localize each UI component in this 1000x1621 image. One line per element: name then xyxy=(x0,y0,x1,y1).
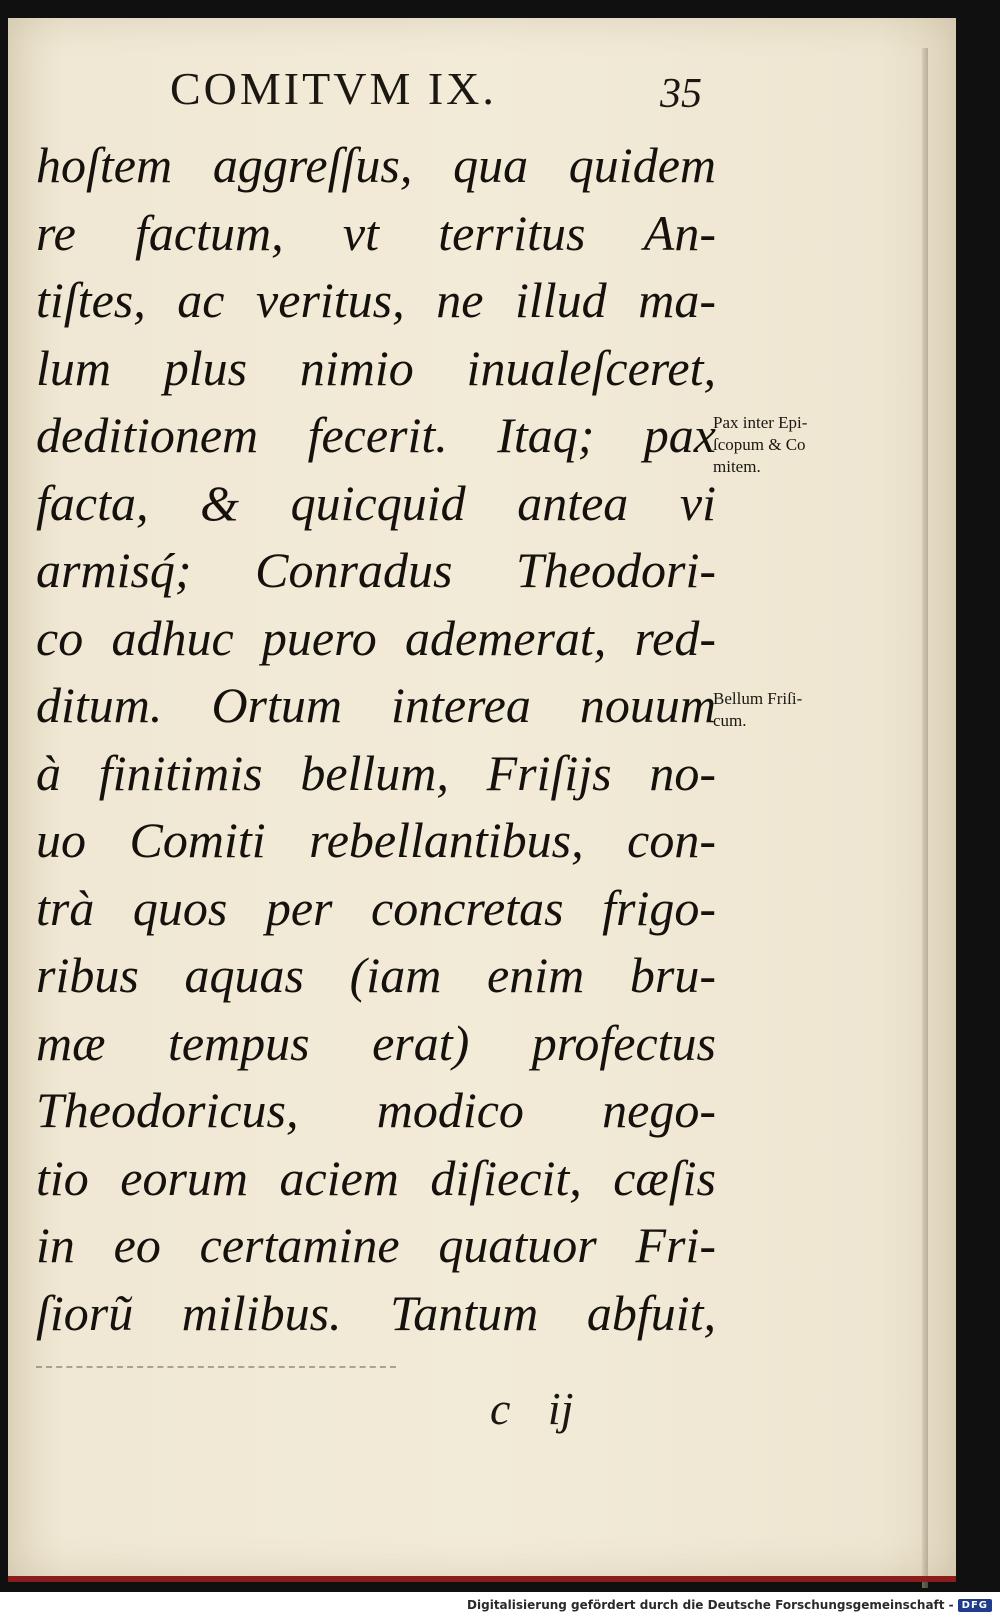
text-line: trà quos per concretas frigo- xyxy=(36,879,716,936)
page-edge-shadow xyxy=(922,48,928,1588)
text-line: facta, & quicquid antea vi xyxy=(36,474,716,531)
text-line: tio eorum aciem diſiecit, cæſis xyxy=(36,1149,716,1206)
text-line: deditionem fecerit. Itaq; pax xyxy=(36,407,716,463)
text-line: hoſtem aggreſſus, qua quidem xyxy=(36,137,716,193)
marginal-note-line: ſcopum & Co xyxy=(713,435,806,454)
ink-rule xyxy=(36,1366,396,1368)
signature-mark: c ij xyxy=(490,1383,574,1434)
marginal-note-line: cum. xyxy=(713,711,747,730)
text-line: ditum. Ortum interea nouum xyxy=(36,677,716,733)
running-head: COMITVM IX. xyxy=(170,63,497,114)
dfg-logo: DFG xyxy=(958,1599,992,1612)
page-bottom-edge xyxy=(8,1576,956,1582)
marginal-note xyxy=(713,688,893,732)
text-line: mæ tempus erat) profectus xyxy=(36,1014,716,1071)
text-line: tiſtes, ac veritus, ne illud ma- xyxy=(36,272,716,328)
text-line: Theodoricus, modico nego- xyxy=(36,1082,716,1138)
page-number: 35 xyxy=(660,71,702,117)
text-line: re factum, vt territus An- xyxy=(36,204,716,261)
text-line: à finitimis bellum, Friſijs no- xyxy=(36,744,716,801)
main-text xyxy=(36,132,716,1347)
text-line: ribus aquas (iam enim bru- xyxy=(36,947,716,1003)
marginal-note-line: Pax inter Epi- xyxy=(713,413,808,432)
text-line: uo Comiti rebellantibus, con- xyxy=(36,812,716,868)
text-line: in eo certamine quatuor Fri- xyxy=(36,1217,716,1273)
text-line: lum plus nimio inualeſceret, xyxy=(36,339,716,396)
marginal-note xyxy=(713,412,893,478)
footer-text: Digitalisierung gefördert durch die Deutsche Forschungsgemeinschaft - xyxy=(467,1598,954,1612)
marginal-note-line: Bellum Friſi- xyxy=(713,689,803,708)
text-line: co adhuc puero ademerat, red- xyxy=(36,609,716,666)
text-line: ſiorũ milibus. Tantum abfuit, xyxy=(36,1284,716,1341)
text-line: armisq́; Conradus Theodori- xyxy=(36,542,716,598)
marginal-note-line: mitem. xyxy=(713,457,761,476)
footer-credit xyxy=(467,1598,992,1612)
